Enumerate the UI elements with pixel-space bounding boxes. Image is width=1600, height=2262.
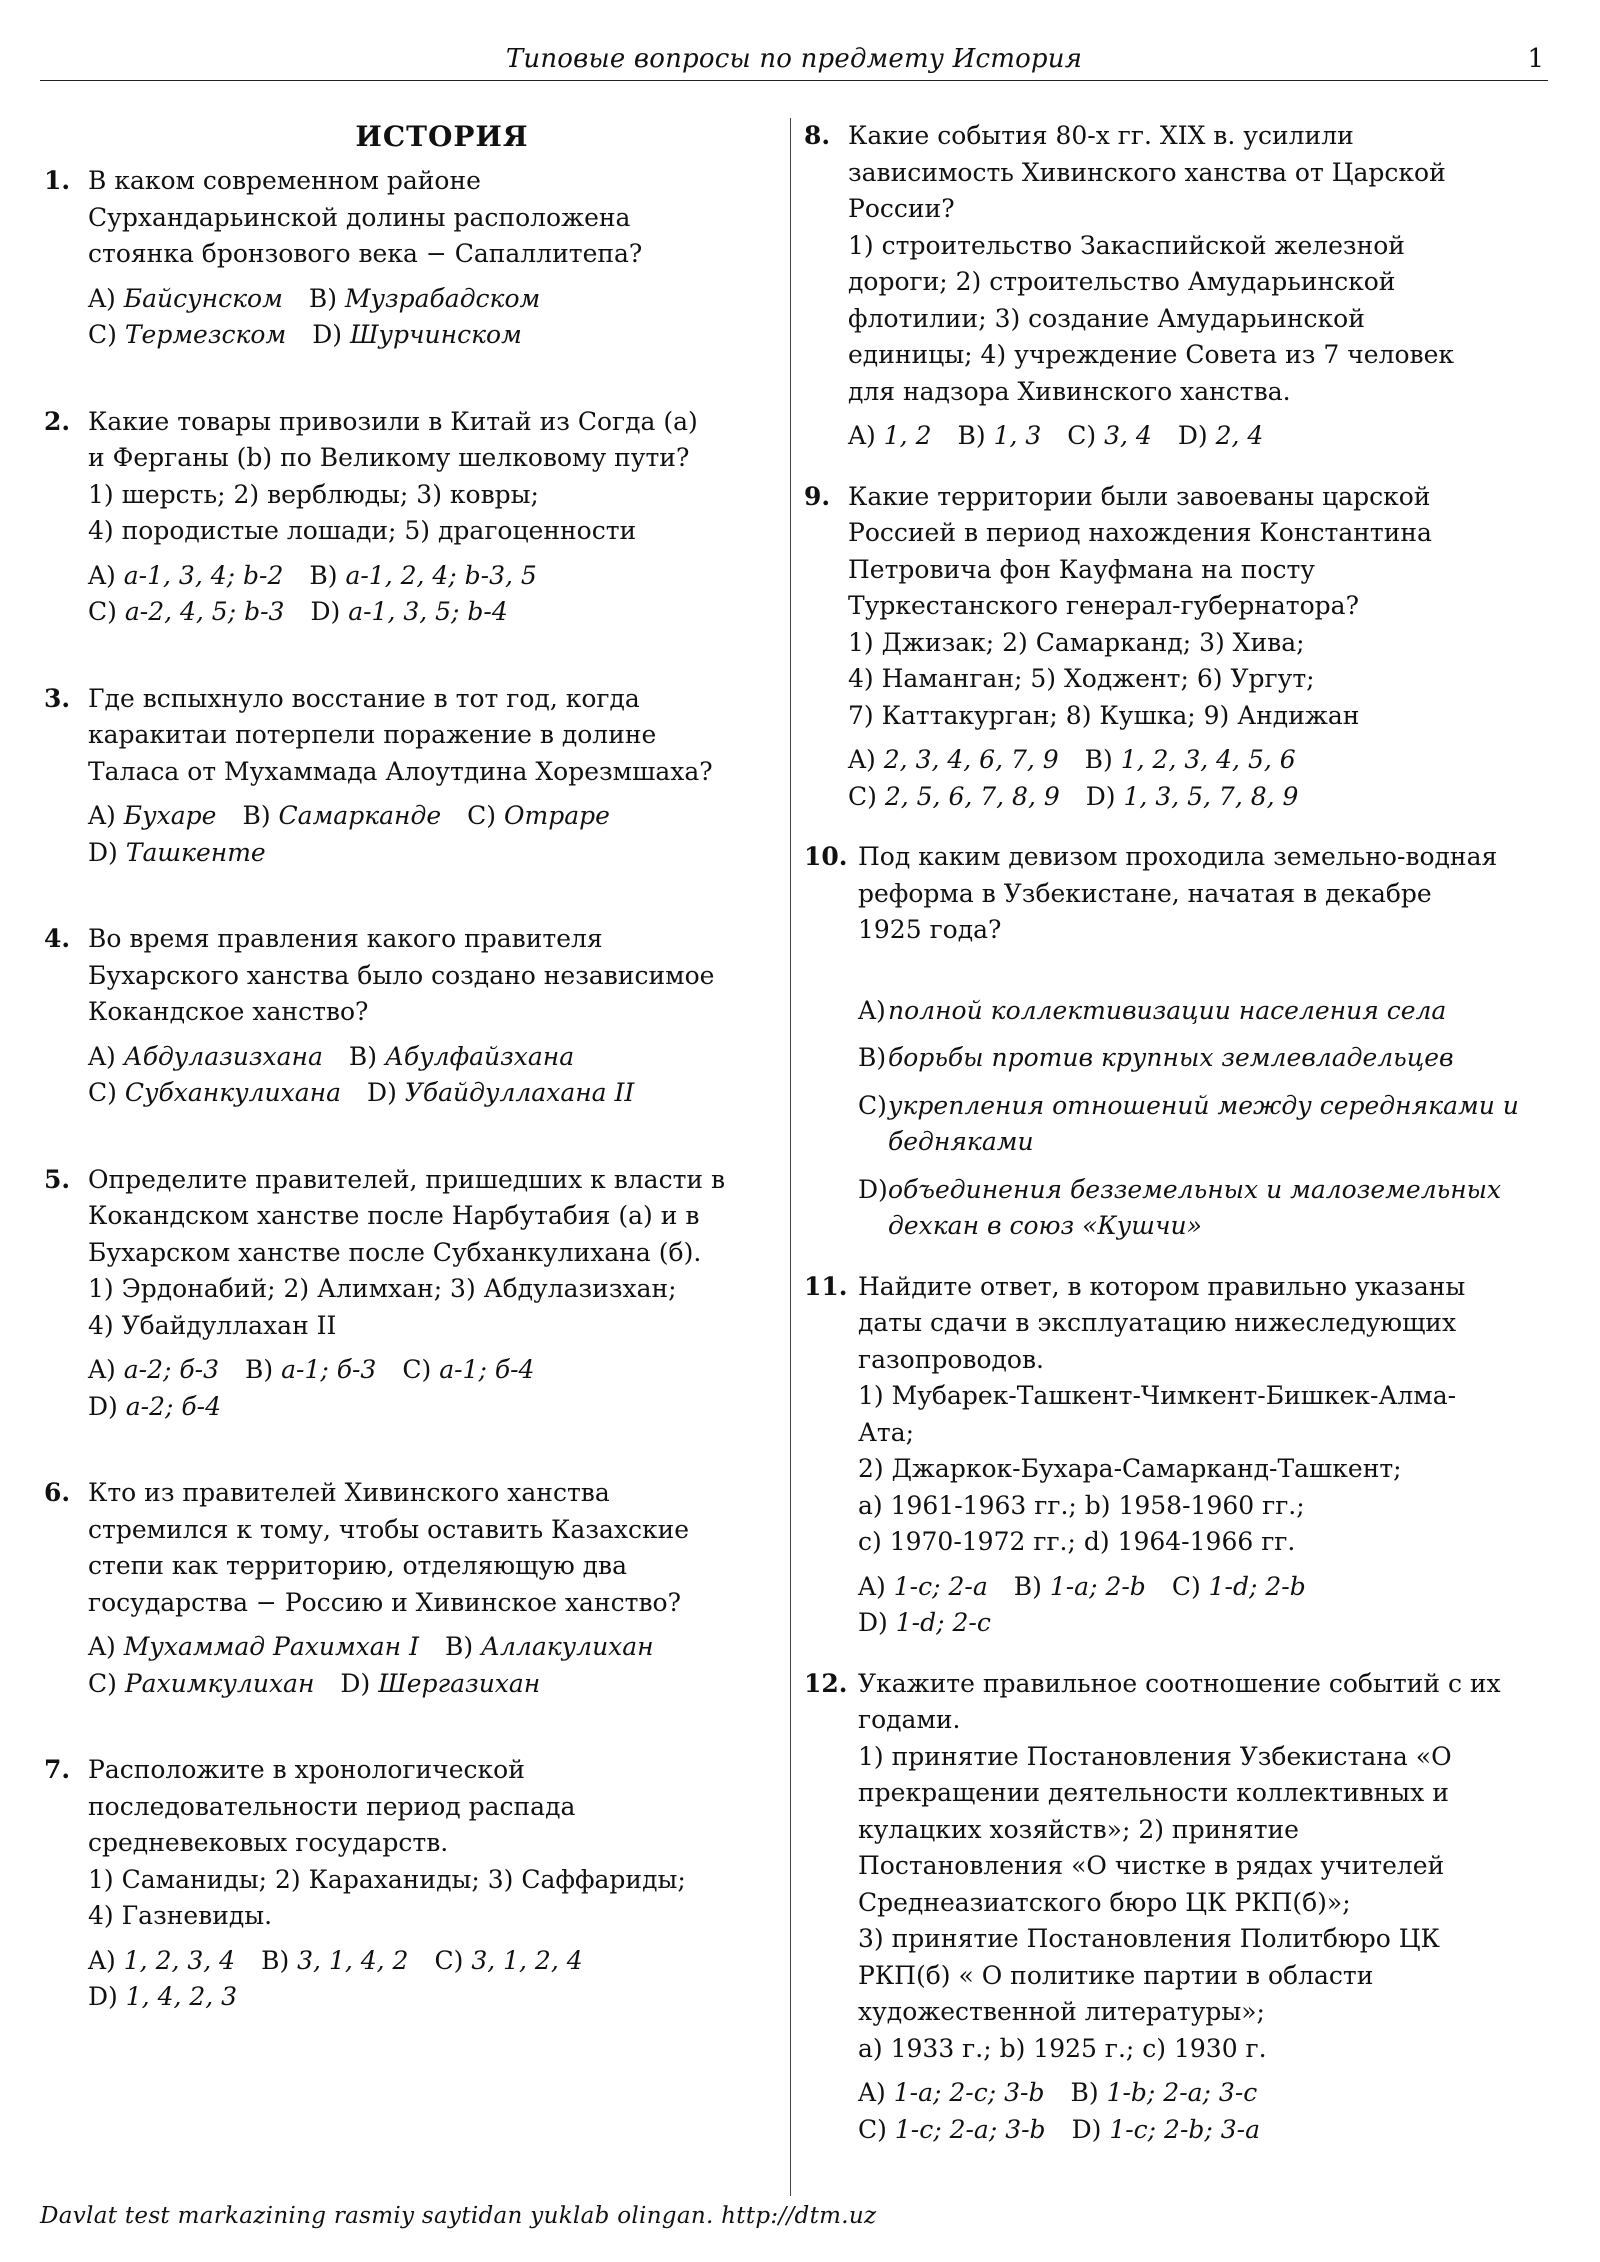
answer-label: A) [858, 995, 886, 1025]
answer-text [888, 1088, 1520, 1161]
question-line: реформа в Узбекистане, начатая в декабре [858, 878, 1432, 908]
answer-text [888, 1172, 1520, 1245]
answer-option[interactable] [858, 2075, 1044, 2112]
answer-text: 2, 3, 4, 6, 7, 9 [883, 745, 1059, 774]
answer-label: C) [858, 2114, 887, 2144]
question-line: Какие события 80-х гг. XIX в. усилили [848, 121, 1354, 150]
answer-text: 1-a; 2-c; 3-b [893, 2078, 1045, 2107]
answer-row [88, 1075, 760, 1112]
question-4 [44, 921, 760, 1112]
answer-label: D) [88, 1391, 118, 1421]
answer-label: B) [1013, 1571, 1042, 1601]
answer-option[interactable] [310, 594, 507, 631]
answer-label: D) [367, 1078, 397, 1107]
answer-row [88, 1666, 760, 1703]
answer-option[interactable] [88, 1943, 235, 1980]
answer-row [88, 1039, 760, 1076]
answer-text: 1-c; 2-a [893, 1571, 988, 1601]
question-line: Таласа от Мухаммада Алоутдина Хорезмшаха? [88, 756, 713, 786]
answer-row [88, 1943, 760, 1980]
question-line: Бухарского ханства было создано независимое [88, 960, 715, 990]
question-line: 1) Джизак; 2) Самарканд; 3) Хива; [848, 627, 1305, 657]
question-line: 1) принятие Постановления Узбекистана «О [858, 1741, 1452, 1771]
subject-title: ИСТОРИЯ [355, 120, 529, 153]
answer-options [88, 558, 760, 631]
question-line: Кто из правителей Хивинского ханства [88, 1478, 610, 1507]
answer-text: 2, 4 [1215, 421, 1264, 450]
answer-row [88, 281, 760, 318]
answer-label: B) [309, 560, 338, 590]
answer-option[interactable] [1014, 1569, 1146, 1606]
question-line: 4) Убайдуллахан II [88, 1310, 337, 1340]
answer-option[interactable] [88, 1389, 221, 1426]
answer-text: Байсунском [123, 283, 283, 313]
answer-text: 2, 5, 6, 7, 8, 9 [884, 781, 1060, 811]
question-line: единицы; 4) учреждение Совета из 7 человек [848, 340, 1454, 369]
answer-option[interactable] [88, 594, 284, 631]
question-line: годами. [858, 1705, 961, 1734]
footer-source: Davlat test markazining rasmiy saytidan yuklab olingan. http://dtm.uz [40, 2203, 877, 2229]
question-number: 3. [44, 683, 71, 713]
answer-text: a-1, 2, 4; b-3, 5 [345, 560, 537, 590]
answer-option[interactable] [367, 1075, 634, 1112]
question-text [848, 118, 1520, 410]
answer-option[interactable] [1172, 1569, 1306, 1606]
question-line: зависимость Хивинского ханства от Царской [848, 157, 1446, 187]
answer-label: B) [444, 1632, 474, 1661]
question-line: для надзора Хивинского ханства. [848, 376, 1291, 406]
answer-option[interactable] [312, 317, 522, 354]
question-line: Где вспыхнуло восстание в тот год, когда [88, 683, 640, 713]
answer-option[interactable] [957, 418, 1041, 455]
page-number: 1 [1527, 44, 1544, 74]
answer-text: Рахимкулихан [124, 1668, 315, 1698]
question-2 [44, 404, 760, 631]
answer-label: B) [242, 801, 271, 830]
question-line: последовательности период распада [88, 1791, 576, 1821]
question-line: 4) породистые лошади; 5) драгоценности [88, 516, 637, 545]
question-5 [44, 1162, 760, 1426]
answer-text: 1-a; 2-b [1049, 1571, 1146, 1601]
question-1 [44, 163, 760, 354]
question-line: газопроводов. [858, 1344, 1044, 1374]
answer-option[interactable] [858, 1569, 988, 1606]
answer-label: B) [1084, 745, 1113, 774]
answer-options [88, 1629, 760, 1702]
question-line: дороги; 2) строительство Амударьинской [848, 267, 1396, 296]
column-divider [790, 118, 791, 2196]
question-text [88, 1752, 760, 1935]
answer-label: C) [402, 1355, 432, 1384]
answer-option[interactable] [434, 1943, 582, 1980]
answer-options [88, 1352, 760, 1425]
answer-option[interactable] [848, 779, 1060, 816]
answer-options [858, 2075, 1520, 2148]
question-line: РКП(б) « О политике партии в области [858, 1960, 1374, 1990]
question-line: Укажите правильное соотношение событий с их [858, 1668, 1501, 1698]
question-line: кулацких хозяйств»; 2) принятие [858, 1814, 1299, 1844]
answer-option[interactable] [1178, 418, 1263, 455]
answer-row [848, 779, 1520, 816]
answer-label: D) [1071, 2114, 1102, 2144]
answer-text: 3, 4 [1104, 421, 1152, 450]
answer-option[interactable] [88, 1075, 341, 1112]
answer-row [88, 1979, 760, 2016]
question-6 [44, 1475, 760, 1702]
answer-row [858, 2075, 1520, 2112]
question-number: 4. [44, 924, 71, 953]
question-line: Какие территории были завоеваны царской [848, 481, 1431, 511]
question-line: В каком современном районе [88, 166, 481, 195]
answer-text: 3, 1, 2, 4 [471, 1945, 583, 1975]
question-number: 11. [804, 1271, 848, 1301]
answer-text: Шурчинском [349, 320, 522, 349]
answer-text: 3, 1, 4, 2 [297, 1945, 409, 1975]
question-10 [804, 839, 1520, 1245]
answer-option[interactable] [88, 317, 286, 354]
answer-option[interactable] [858, 1605, 991, 1642]
answer-text: Бухаре [123, 801, 217, 830]
answer-label: C) [88, 597, 117, 626]
answer-option[interactable] [858, 1040, 1520, 1077]
answer-label: B) [348, 1041, 377, 1071]
question-line: 1) Мубарек-Ташкент-Чимкент-Бишкек-Алма- [858, 1381, 1457, 1410]
answer-option[interactable] [88, 798, 216, 835]
question-number: 7. [44, 1755, 71, 1784]
answer-label: C) [1067, 421, 1097, 450]
question-line: a) 1933 г.; b) 1925 г.; c) 1930 г. [858, 2033, 1267, 2063]
question-line: 1) Эрдонабий; 2) Алимхан; 3) Абдулазизхан; [88, 1274, 677, 1303]
answer-label: A) [858, 2078, 886, 2107]
answer-label: D) [312, 320, 342, 349]
answer-option[interactable] [309, 281, 540, 318]
answer-label: D) [858, 1608, 888, 1637]
answer-option[interactable] [88, 835, 266, 872]
question-line: степи как территорию, отделяющую два [88, 1551, 628, 1580]
answer-option[interactable] [242, 798, 441, 835]
answer-label: C) [88, 320, 117, 349]
question-line: 2) Джаркок-Бухара-Самарканд-Ташкент; [858, 1454, 1402, 1483]
answer-row [848, 742, 1520, 779]
answer-option[interactable] [88, 558, 283, 595]
answer-text: a-1, 3, 4; b-2 [123, 560, 284, 590]
answer-text: Абулфайзхана [384, 1041, 575, 1071]
answer-label: A) [848, 745, 876, 774]
answer-option[interactable] [309, 558, 536, 595]
question-line: средневековых государств. [88, 1828, 449, 1857]
answer-text: а-2; б-3 [123, 1355, 220, 1384]
answer-options [88, 281, 760, 354]
answer-row [88, 317, 760, 354]
question-line: государства − Россию и Хивинское ханство? [88, 1587, 681, 1617]
answer-option[interactable] [858, 2112, 1046, 2149]
question-text [848, 479, 1520, 735]
answer-option[interactable] [402, 1352, 534, 1389]
answer-row [858, 2112, 1520, 2149]
answer-label: C) [848, 781, 877, 811]
answer-label: D) [858, 1174, 888, 1204]
question-line: Ата; [858, 1417, 915, 1447]
answer-label: A) [858, 1571, 886, 1601]
question-line: Определите правителей, пришедших к власти в [88, 1164, 726, 1194]
answer-option[interactable] [1085, 742, 1296, 779]
answer-row [88, 1352, 760, 1389]
question-line: a) 1961-1963 гг.; b) 1958-1960 гг.; [858, 1490, 1305, 1520]
answer-label: D) [1085, 781, 1116, 811]
question-line: Какие товары привозили в Китай из Согда (a) [88, 406, 698, 436]
question-line: флотилии; 3) создание Амударьинской [848, 303, 1365, 333]
answer-text: а-1; б-4 [439, 1355, 535, 1384]
question-line: 7) Каттакурган; 8) Кушка; 9) Андижан [848, 700, 1360, 730]
question-line: каракитаи потерпели поражение в долине [88, 720, 657, 749]
answer-label: D) [88, 1982, 118, 2011]
question-text [88, 1162, 760, 1345]
question-line: Петровича фон Кауфмана на посту [848, 554, 1315, 584]
answer-label: A) [88, 1041, 116, 1071]
question-line: 4) Газневиды. [88, 1901, 273, 1930]
question-text [858, 1666, 1520, 2068]
question-line: Расположите в хронологической [88, 1755, 525, 1784]
question-text [88, 921, 760, 1031]
answer-option[interactable] [245, 1352, 376, 1389]
question-line: 3) принятие Постановления Политбюро ЦК [858, 1924, 1440, 1953]
question-3 [44, 681, 760, 872]
answer-option[interactable] [1067, 418, 1152, 455]
answer-label: C) [467, 801, 497, 830]
answer-text: a-1, 3, 5; b-4 [348, 597, 508, 626]
question-line: Под каким девизом проходила земельно-водная [858, 842, 1498, 871]
answer-option[interactable] [467, 798, 610, 835]
answer-row [88, 594, 760, 631]
answer-text: Ташкенте [125, 837, 266, 867]
answer-option[interactable] [1072, 2112, 1260, 2149]
answer-text: Шергазихан [378, 1668, 541, 1698]
answer-label: D) [310, 597, 341, 626]
answer-line: укрепления отношений между середняками и [888, 1090, 1519, 1120]
question-9 [804, 479, 1520, 816]
question-line: Найдите ответ, в котором правильно указаны [858, 1271, 1466, 1301]
right-question-list [804, 118, 1520, 2148]
answer-label: D) [340, 1668, 371, 1698]
question-text [88, 163, 760, 273]
answer-label: B) [261, 1945, 290, 1975]
answer-text: Субханкулихана [124, 1078, 342, 1107]
question-line: Россией в период нахождения Константина [848, 518, 1432, 547]
question-line: Сурхандарьинской долины расположена [88, 202, 631, 232]
left-column [44, 118, 760, 2016]
answer-label: A) [848, 421, 876, 450]
answer-line: бедняками [888, 1127, 1034, 1156]
answer-row [88, 1389, 760, 1426]
answer-text: 1-c; 2-a; 3-b [894, 2114, 1046, 2144]
answer-label: A) [88, 1355, 116, 1384]
answer-row [858, 1605, 1520, 1642]
answer-option[interactable] [88, 1979, 237, 2016]
answer-text: Аллакулихан [481, 1632, 654, 1661]
answer-label: B) [957, 421, 986, 450]
answer-text: Абдулазизхана [123, 1041, 323, 1071]
answer-label: C) [1171, 1571, 1201, 1601]
answer-label: C) [434, 1945, 464, 1975]
question-line: 1) Саманиды; 2) Караханиды; 3) Саффариды; [88, 1864, 686, 1894]
answer-line: полной коллективизации населения села [888, 995, 1447, 1025]
answer-label: B) [245, 1355, 274, 1384]
answer-label: D) [88, 837, 118, 867]
answer-label: A) [88, 1945, 116, 1975]
answer-option[interactable] [445, 1629, 654, 1666]
question-line: и Ферганы (b) по Великому шелковому пути? [88, 443, 690, 472]
question-line: России? [848, 194, 955, 223]
question-number: 2. [44, 406, 71, 436]
question-number: 6. [44, 1478, 71, 1507]
answer-option[interactable] [858, 993, 1520, 1030]
answer-line: объединения безземельных и малоземельных [888, 1174, 1502, 1204]
question-line: стремился к тому, чтобы оставить Казахские [88, 1514, 690, 1544]
answer-row [88, 558, 760, 595]
answer-option[interactable] [88, 1629, 419, 1666]
question-line: Кокандском ханстве после Нарбутабия (а) и в [88, 1201, 700, 1230]
answer-label: C) [858, 1090, 887, 1120]
answer-options [88, 1943, 760, 2016]
answer-options [848, 418, 1520, 455]
answer-options [88, 1039, 760, 1112]
answer-label: B) [858, 1043, 887, 1072]
question-12 [804, 1666, 1520, 2149]
question-number: 9. [804, 481, 831, 511]
answer-label: A) [88, 283, 116, 313]
answer-text: Термезском [124, 320, 287, 349]
answer-label: A) [88, 560, 116, 590]
question-text [88, 1475, 760, 1621]
header-title: Типовые вопросы по предмету История [505, 44, 1083, 74]
answer-option[interactable] [1070, 2075, 1257, 2112]
question-line: Постановления «О чистке в рядах учителей [858, 1851, 1445, 1880]
question-number: 1. [44, 166, 71, 195]
answer-label: C) [88, 1078, 117, 1107]
question-line: Во время правления какого правителя [88, 924, 603, 953]
answer-text: 1, 3, 5, 7, 8, 9 [1123, 781, 1299, 811]
answer-option[interactable] [848, 742, 1059, 779]
question-line: стоянка бронзового века − Сапаллитепа? [88, 239, 643, 268]
answer-label: A) [88, 801, 116, 830]
question-line: Бухарском ханстве после Субханкулихана (б). [88, 1237, 702, 1267]
answer-option[interactable] [1086, 779, 1299, 816]
question-text [858, 1269, 1520, 1561]
question-text [858, 839, 1520, 949]
answer-row [88, 798, 760, 835]
question-text [88, 404, 760, 550]
answer-text: 1, 2, 3, 4, 5, 6 [1120, 745, 1296, 774]
question-number: 10. [804, 842, 848, 871]
question-line: c) 1970-1972 гг.; d) 1964-1966 гг. [858, 1527, 1296, 1556]
answer-text: 1-b; 2-a; 3-c [1106, 2078, 1258, 2107]
question-line: прекращении деятельности коллективных и [858, 1778, 1449, 1807]
answer-label: A) [88, 1632, 116, 1661]
question-line: 1) строительство Закаспийской железной [848, 230, 1405, 260]
answer-options [858, 1569, 1520, 1642]
answer-option[interactable] [261, 1943, 408, 1980]
answer-text: 1-d; 2-b [1208, 1571, 1306, 1601]
question-line: Среднеазиатского бюро ЦК РКП(б)»; [858, 1887, 1351, 1917]
answer-option[interactable] [88, 1352, 219, 1389]
answer-text: 1-d; 2-c [895, 1608, 991, 1637]
answer-text: 1, 4, 2, 3 [125, 1982, 238, 2011]
answer-option[interactable] [88, 1666, 314, 1703]
answer-text [888, 993, 1520, 1030]
question-line: Кокандское ханство? [88, 997, 369, 1026]
answer-text [888, 1040, 1520, 1077]
answer-option[interactable] [88, 281, 283, 318]
answer-text: Музрабадском [344, 283, 541, 313]
answer-text: 1, 2, 3, 4 [123, 1945, 236, 1975]
question-line: художественной литературы»; [858, 1997, 1265, 2026]
question-8 [804, 118, 1520, 455]
page-header [40, 38, 1548, 81]
answer-line: дехкан в союз «Кушчи» [888, 1211, 1202, 1240]
answer-text: a-2, 4, 5; b-3 [124, 597, 285, 626]
answer-option[interactable] [349, 1039, 574, 1076]
question-line: даты сдачи в эксплуатацию нижеследующих [858, 1308, 1457, 1337]
answer-row [858, 1569, 1520, 1606]
question-line: 1925 года? [858, 915, 1002, 944]
answer-label: D) [1177, 421, 1208, 450]
answer-options [858, 993, 1520, 1245]
answer-label: C) [88, 1668, 117, 1698]
question-line: Туркестанского генерал-губернатора? [848, 591, 1359, 620]
answer-row [848, 418, 1520, 455]
answer-row [88, 835, 760, 872]
answer-option[interactable] [858, 1088, 1520, 1161]
question-line: 4) Наманган; 5) Ходжент; 6) Ургут; [848, 664, 1315, 693]
answer-label: B) [1070, 2078, 1099, 2107]
answer-text: 1-c; 2-b; 3-a [1109, 2114, 1261, 2144]
right-column [804, 118, 1520, 2148]
answer-option[interactable] [848, 418, 931, 455]
answer-option[interactable] [88, 1039, 323, 1076]
answer-text: а-2; б-4 [125, 1391, 222, 1421]
question-7 [44, 1752, 760, 2016]
answer-text: 1, 2 [883, 421, 932, 450]
answer-option[interactable] [858, 1172, 1520, 1245]
left-question-list [44, 163, 760, 2016]
question-number: 8. [804, 121, 831, 150]
answer-text: Самарканде [278, 801, 442, 830]
question-number: 5. [44, 1164, 71, 1194]
answer-text: Убайдуллахана II [404, 1078, 635, 1107]
answer-option[interactable] [340, 1666, 540, 1703]
answer-row [88, 1629, 760, 1666]
answer-options [88, 798, 760, 871]
answer-line: борьбы против крупных землевладельцев [888, 1043, 1454, 1072]
answer-text: Мухаммад Рахимхан I [123, 1632, 419, 1661]
answer-label: B) [308, 283, 337, 313]
answer-text: а-1; б-3 [281, 1355, 377, 1384]
answer-text: Отраре [504, 801, 610, 830]
question-11 [804, 1269, 1520, 1642]
answer-options [848, 742, 1520, 815]
question-text [88, 681, 760, 791]
question-line: 1) шерсть; 2) верблюды; 3) ковры; [88, 479, 539, 509]
answer-text: 1, 3 [993, 421, 1042, 450]
question-number: 12. [804, 1668, 848, 1698]
